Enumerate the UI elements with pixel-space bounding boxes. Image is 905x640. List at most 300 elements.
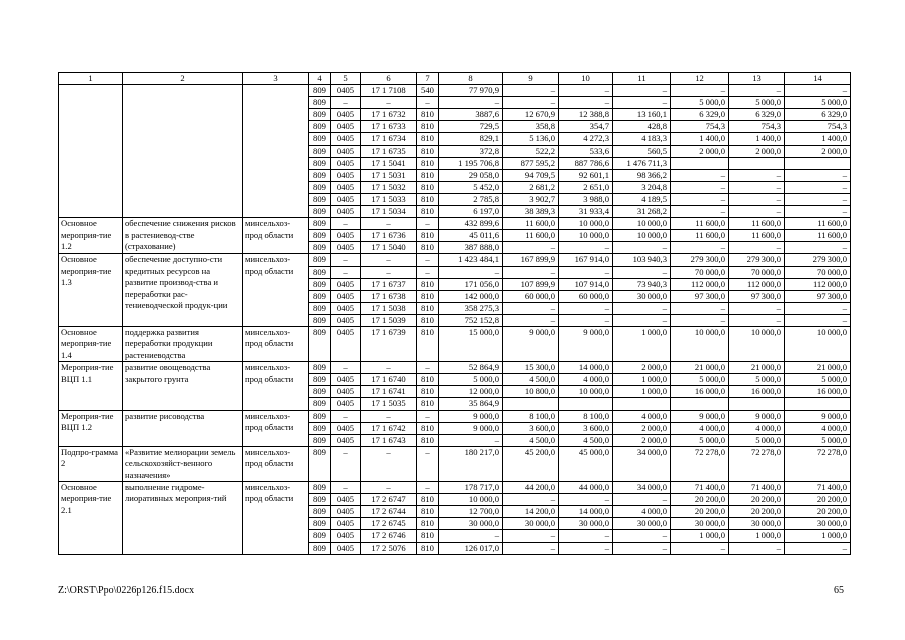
table-row [59, 362, 851, 374]
table-cell: 72 278,0 [671, 446, 729, 481]
table-cell: 4 500,0 [503, 374, 559, 386]
table-cell: – [361, 218, 417, 230]
table-cell: 17 1 5034 [361, 206, 417, 218]
table-cell: 92 601,1 [559, 169, 613, 181]
table-cell: – [417, 410, 439, 422]
table-cell: 17 1 5040 [361, 242, 417, 254]
table-cell: 560,5 [613, 145, 671, 157]
table-row [59, 218, 851, 230]
table-cell [729, 398, 785, 410]
table-cell: 1 000,0 [671, 530, 729, 542]
table-cell: 809 [309, 302, 331, 314]
table-cell: 810 [417, 314, 439, 326]
table-cell: 4 000,0 [613, 506, 671, 518]
table-cell: 98 366,2 [613, 169, 671, 181]
table-cell: – [559, 242, 613, 254]
table-cell: 810 [417, 434, 439, 446]
table-cell: 809 [309, 386, 331, 398]
table-cell: 2 000,0 [729, 145, 785, 157]
table-cell: 809 [309, 374, 331, 386]
table-cell: 11 600,0 [785, 218, 851, 230]
table-cell: 29 058,0 [439, 169, 503, 181]
table-cell: 112 000,0 [729, 278, 785, 290]
table-cell: 2 000,0 [613, 434, 671, 446]
table-cell [503, 398, 559, 410]
table-cell: 809 [309, 530, 331, 542]
measure-description-cell: обеспечение снижения рисков в растениевод-стве (страхование) [123, 218, 243, 254]
table-cell: 372,8 [439, 145, 503, 157]
table-cell: 31 933,4 [559, 206, 613, 218]
table-cell: 533,6 [559, 145, 613, 157]
table-cell: 5 000,0 [785, 434, 851, 446]
column-header: 5 [331, 73, 361, 85]
table-cell: 17 1 6736 [361, 230, 417, 242]
table-cell: – [613, 494, 671, 506]
table-cell: – [729, 542, 785, 554]
column-header: 1 [59, 73, 123, 85]
table-cell: 809 [309, 542, 331, 554]
table-cell: 17 2 6747 [361, 494, 417, 506]
table-cell: 72 278,0 [785, 446, 851, 481]
table-cell: 809 [309, 133, 331, 145]
table-cell: 17 1 6739 [361, 326, 417, 361]
table-cell: 12 670,9 [503, 109, 559, 121]
table-cell: 810 [417, 193, 439, 205]
table-cell [613, 398, 671, 410]
table-cell: 754,3 [729, 121, 785, 133]
table-cell: 829,1 [439, 133, 503, 145]
table-cell: 432 899,6 [439, 218, 503, 230]
table-cell: – [361, 254, 417, 266]
budget-table [58, 72, 851, 555]
table-cell: 71 400,0 [729, 482, 785, 494]
measure-name-cell: Мероприя-тие ВЦП 1.1 [59, 362, 123, 410]
table-cell: 103 940,3 [613, 254, 671, 266]
table-cell: – [331, 254, 361, 266]
table-cell: 70 000,0 [729, 266, 785, 278]
table-row [59, 254, 851, 266]
table-cell: 5 000,0 [785, 97, 851, 109]
table-cell: 810 [417, 518, 439, 530]
table-cell: 0405 [331, 530, 361, 542]
table-cell: – [729, 314, 785, 326]
table-cell: – [785, 314, 851, 326]
measure-name-cell: Основное мероприя-тие 1.3 [59, 254, 123, 327]
table-cell: 810 [417, 506, 439, 518]
table-cell: 5 000,0 [729, 434, 785, 446]
table-cell: 0405 [331, 193, 361, 205]
table-cell: 30 000,0 [671, 518, 729, 530]
table-cell: 809 [309, 446, 331, 481]
table-cell: 809 [309, 434, 331, 446]
table-cell: 279 300,0 [671, 254, 729, 266]
table-cell: 17 1 5033 [361, 193, 417, 205]
table-cell: 729,5 [439, 121, 503, 133]
table-cell: 20 200,0 [729, 506, 785, 518]
table-cell: 809 [309, 290, 331, 302]
table-cell: 0405 [331, 398, 361, 410]
table-cell: 810 [417, 133, 439, 145]
column-header: 9 [503, 73, 559, 85]
table-cell: 17 2 6744 [361, 506, 417, 518]
table-cell: 387 888,0 [439, 242, 503, 254]
table-cell: – [785, 181, 851, 193]
table-cell: 20 200,0 [729, 494, 785, 506]
table-cell: 2 000,0 [671, 145, 729, 157]
table-cell: – [361, 482, 417, 494]
table-cell: 5 000,0 [671, 434, 729, 446]
table-row [59, 482, 851, 494]
table-cell: 0405 [331, 518, 361, 530]
table-cell: 17 1 6741 [361, 386, 417, 398]
table-cell: 810 [417, 145, 439, 157]
table-cell: – [559, 542, 613, 554]
table-cell: 70 000,0 [785, 266, 851, 278]
table-cell: 809 [309, 157, 331, 169]
table-cell: 358,8 [503, 121, 559, 133]
table-cell: 809 [309, 326, 331, 361]
table-header-row [59, 73, 851, 85]
measure-description-cell: развитие овощеводства закрытого грунта [123, 362, 243, 410]
table-cell: 30 000,0 [785, 518, 851, 530]
table-cell: – [671, 242, 729, 254]
table-cell: 17 1 6733 [361, 121, 417, 133]
measure-description-cell: поддержка развития переработки продукции растениеводства [123, 326, 243, 361]
table-cell: 810 [417, 326, 439, 361]
table-cell: 810 [417, 374, 439, 386]
table-cell: 9 000,0 [439, 410, 503, 422]
measure-name-cell: Основное мероприя-тие 2.1 [59, 482, 123, 555]
table-cell: 752 152,8 [439, 314, 503, 326]
table-cell: 2 000,0 [613, 362, 671, 374]
table-cell: – [503, 530, 559, 542]
table-cell: – [785, 302, 851, 314]
table-cell: 12 700,0 [439, 506, 503, 518]
table-cell: 11 600,0 [729, 218, 785, 230]
table-cell: 2 651,0 [559, 181, 613, 193]
table-cell: 5 000,0 [671, 374, 729, 386]
table-cell: – [503, 85, 559, 97]
table-cell: 809 [309, 109, 331, 121]
table-cell: 45 000,0 [559, 446, 613, 481]
table-cell: 107 914,0 [559, 278, 613, 290]
table-cell: 9 000,0 [785, 410, 851, 422]
table-cell: 1 000,0 [613, 374, 671, 386]
table-cell: 809 [309, 97, 331, 109]
table-cell: – [439, 434, 503, 446]
table-cell: – [331, 218, 361, 230]
table-cell: 809 [309, 506, 331, 518]
table-cell: – [417, 97, 439, 109]
table-cell: 0405 [331, 494, 361, 506]
table-cell: 5 000,0 [785, 374, 851, 386]
table-cell: 167 899,9 [503, 254, 559, 266]
table-cell: 1 400,0 [671, 133, 729, 145]
table-cell: 10 000,0 [559, 218, 613, 230]
table-cell: 3 988,0 [559, 193, 613, 205]
table-cell: 3887,6 [439, 109, 503, 121]
table-cell: 14 200,0 [503, 506, 559, 518]
table-cell: 17 2 6746 [361, 530, 417, 542]
table-cell: 809 [309, 169, 331, 181]
table-cell: 0405 [331, 374, 361, 386]
table-cell: 11 600,0 [729, 230, 785, 242]
table-cell: 30 000,0 [503, 518, 559, 530]
table-cell: 16 000,0 [671, 386, 729, 398]
table-cell: 1 000,0 [729, 530, 785, 542]
table-cell: – [503, 97, 559, 109]
table-cell: 10 000,0 [439, 494, 503, 506]
table-cell: 10 000,0 [559, 386, 613, 398]
table-cell: – [785, 85, 851, 97]
table-cell: 17 1 6737 [361, 278, 417, 290]
table-cell: 17 1 5041 [361, 157, 417, 169]
table-cell: 6 329,0 [729, 109, 785, 121]
column-header: 10 [559, 73, 613, 85]
table-cell: 17 1 6732 [361, 109, 417, 121]
table-cell: 4 500,0 [559, 434, 613, 446]
table-cell: 809 [309, 181, 331, 193]
table-cell: 10 800,0 [503, 386, 559, 398]
table-cell: 358 275,3 [439, 302, 503, 314]
table-cell: 809 [309, 422, 331, 434]
table-cell: – [613, 542, 671, 554]
table-cell: 0405 [331, 542, 361, 554]
table-cell: 17 2 6745 [361, 518, 417, 530]
table-cell: 810 [417, 169, 439, 181]
table-cell: – [361, 362, 417, 374]
table-cell: – [331, 410, 361, 422]
table-cell: 0405 [331, 133, 361, 145]
table-cell: 0405 [331, 422, 361, 434]
table-cell: 8 100,0 [559, 410, 613, 422]
table-cell: 0405 [331, 302, 361, 314]
table-cell: – [785, 242, 851, 254]
table-cell: 810 [417, 302, 439, 314]
table-cell: – [613, 530, 671, 542]
table-cell: 0405 [331, 181, 361, 193]
table-cell: 354,7 [559, 121, 613, 133]
page-number: 65 [834, 585, 844, 596]
table-cell: – [785, 206, 851, 218]
table-cell: 17 1 6734 [361, 133, 417, 145]
table-cell: – [417, 446, 439, 481]
table-cell: 11 600,0 [671, 218, 729, 230]
table-cell: 877 595,2 [503, 157, 559, 169]
table-cell: – [559, 85, 613, 97]
table-cell: – [671, 206, 729, 218]
table-cell: 1 195 706,8 [439, 157, 503, 169]
table-cell: 0405 [331, 314, 361, 326]
executor-cell: минсельхоз-прод области [243, 362, 309, 410]
table-cell: – [559, 97, 613, 109]
table-cell: – [559, 302, 613, 314]
table-cell: 34 000,0 [613, 446, 671, 481]
table-cell: – [613, 314, 671, 326]
table-cell: 1 423 484,1 [439, 254, 503, 266]
table-cell: – [417, 482, 439, 494]
table-cell: 0405 [331, 169, 361, 181]
executor-cell: минсельхоз-прод области [243, 254, 309, 327]
table-cell [729, 157, 785, 169]
table-cell: 17 1 6735 [361, 145, 417, 157]
table-cell: 4 000,0 [671, 422, 729, 434]
table-cell: 810 [417, 542, 439, 554]
table-cell: 97 300,0 [785, 290, 851, 302]
table-cell: 4 500,0 [503, 434, 559, 446]
table-cell: 2 681,2 [503, 181, 559, 193]
table-cell: 20 200,0 [671, 506, 729, 518]
table-cell: 34 000,0 [613, 482, 671, 494]
column-header: 8 [439, 73, 503, 85]
executor-cell: минсельхоз-прод области [243, 446, 309, 481]
table-cell: 10 000,0 [559, 230, 613, 242]
table-cell: 17 1 5032 [361, 181, 417, 193]
table-cell: 810 [417, 398, 439, 410]
column-header: 13 [729, 73, 785, 85]
table-cell: 12 388,8 [559, 109, 613, 121]
table-cell: 60 000,0 [503, 290, 559, 302]
table-cell: 30 000,0 [559, 518, 613, 530]
footer-file-path: Z:\ORST\Ppo\0226p126.f15.docx [58, 585, 195, 596]
table-cell [671, 157, 729, 169]
table-cell: 17 1 5038 [361, 302, 417, 314]
table-cell: 540 [417, 85, 439, 97]
table-cell: – [331, 482, 361, 494]
table-cell: – [671, 542, 729, 554]
table-cell: – [361, 97, 417, 109]
table-cell: 279 300,0 [785, 254, 851, 266]
table-cell: 0405 [331, 506, 361, 518]
table-cell: 1 000,0 [785, 530, 851, 542]
table-cell: 12 000,0 [439, 386, 503, 398]
executor-cell [243, 85, 309, 218]
table-cell: 809 [309, 145, 331, 157]
table-cell: 11 600,0 [503, 218, 559, 230]
table-cell: 810 [417, 230, 439, 242]
table-cell: 0405 [331, 230, 361, 242]
table-cell: 38 389,3 [503, 206, 559, 218]
table-cell: 754,3 [671, 121, 729, 133]
table-cell: 72 278,0 [729, 446, 785, 481]
table-cell: 809 [309, 398, 331, 410]
table-cell: 4 183,3 [613, 133, 671, 145]
table-cell: 0405 [331, 434, 361, 446]
table-cell: – [671, 169, 729, 181]
table-cell: 13 160,1 [613, 109, 671, 121]
measure-name-cell: Подпро-грамма 2 [59, 446, 123, 481]
column-header: 14 [785, 73, 851, 85]
table-row [59, 85, 851, 97]
table-cell: 21 000,0 [729, 362, 785, 374]
executor-cell: минсельхоз-прод области [243, 410, 309, 446]
table-cell: 15 000,0 [439, 326, 503, 361]
table-cell: 279 300,0 [729, 254, 785, 266]
measure-description-cell: выполнение гидроме-лиоративных мероприя-тий [123, 482, 243, 555]
table-cell: 17 1 6740 [361, 374, 417, 386]
measure-name-cell: Основное мероприя-тие 1.2 [59, 218, 123, 254]
table-cell: – [559, 530, 613, 542]
table-cell: 112 000,0 [785, 278, 851, 290]
measure-description-cell: развитие рисоводства [123, 410, 243, 446]
table-cell: 1 000,0 [613, 386, 671, 398]
table-cell: 17 2 5076 [361, 542, 417, 554]
table-cell: 60 000,0 [559, 290, 613, 302]
table-cell: 809 [309, 254, 331, 266]
table-cell: 17 1 5031 [361, 169, 417, 181]
table-cell: 810 [417, 109, 439, 121]
table-cell: – [729, 242, 785, 254]
column-header: 11 [613, 73, 671, 85]
table-cell: 97 300,0 [729, 290, 785, 302]
table-cell: – [613, 242, 671, 254]
table-cell: – [331, 266, 361, 278]
table-cell: 810 [417, 242, 439, 254]
table-cell: 1 400,0 [785, 133, 851, 145]
table-cell: 809 [309, 206, 331, 218]
table-cell: 809 [309, 230, 331, 242]
table-cell: 754,3 [785, 121, 851, 133]
table-cell: 14 000,0 [559, 506, 613, 518]
table-cell: 44 000,0 [559, 482, 613, 494]
table-cell: – [503, 314, 559, 326]
table-cell: 0405 [331, 326, 361, 361]
table-cell: – [613, 97, 671, 109]
table-cell: 71 400,0 [671, 482, 729, 494]
column-header: 2 [123, 73, 243, 85]
table-cell [559, 398, 613, 410]
table-cell: 809 [309, 494, 331, 506]
table-cell: 5 452,0 [439, 181, 503, 193]
table-cell: 20 200,0 [785, 494, 851, 506]
executor-cell: минсельхоз-прод области [243, 482, 309, 555]
table-cell: 0405 [331, 290, 361, 302]
table-cell: 31 268,2 [613, 206, 671, 218]
table-cell: 5 136,0 [503, 133, 559, 145]
table-cell: 30 000,0 [613, 518, 671, 530]
table-cell: – [785, 542, 851, 554]
table-cell: 0405 [331, 278, 361, 290]
table-cell: 0405 [331, 85, 361, 97]
table-cell: 810 [417, 157, 439, 169]
table-cell: 3 902,7 [503, 193, 559, 205]
table-cell: 1 400,0 [729, 133, 785, 145]
table-cell: – [559, 266, 613, 278]
table-cell: 810 [417, 278, 439, 290]
table-cell: 0405 [331, 157, 361, 169]
table-cell: 4 000,0 [613, 410, 671, 422]
table-cell: 11 600,0 [785, 230, 851, 242]
table-cell: 9 000,0 [503, 326, 559, 361]
table-cell: 20 200,0 [785, 506, 851, 518]
table-cell: 11 600,0 [671, 230, 729, 242]
column-header: 6 [361, 73, 417, 85]
table-cell: 10 000,0 [671, 326, 729, 361]
table-cell: 171 056,0 [439, 278, 503, 290]
table-cell: 809 [309, 242, 331, 254]
table-cell: – [559, 494, 613, 506]
table-cell: 10 000,0 [613, 218, 671, 230]
table-cell: – [729, 85, 785, 97]
table-cell: 810 [417, 422, 439, 434]
table-cell: – [785, 169, 851, 181]
table-cell: – [361, 266, 417, 278]
table-cell: 810 [417, 530, 439, 542]
table-cell: – [439, 530, 503, 542]
table-cell: 5 000,0 [671, 97, 729, 109]
table-cell: 4 000,0 [785, 422, 851, 434]
table-cell: 6 197,0 [439, 206, 503, 218]
